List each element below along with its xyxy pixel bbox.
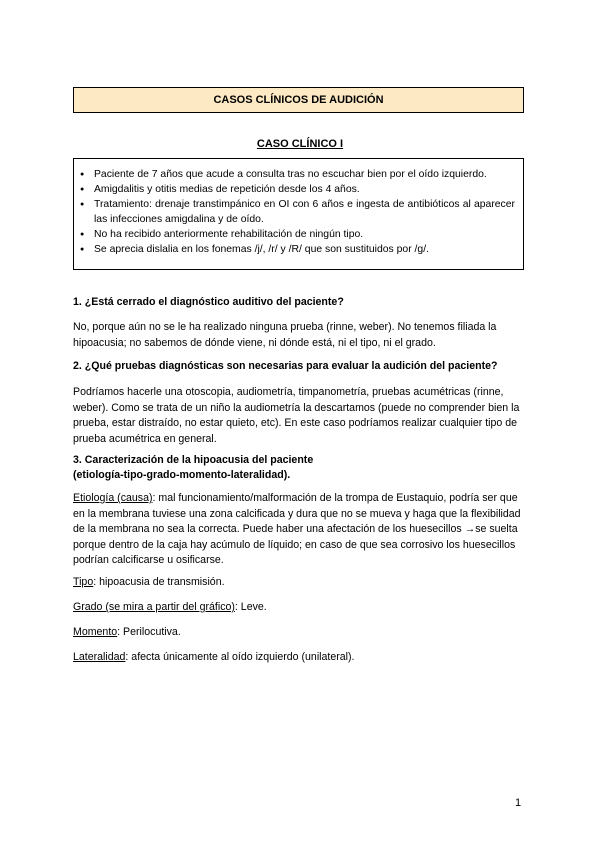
list-item: ● Se aprecia dislalia en los fonemas /j/, /r/ y /R/ que son sustituidos por /g/. [80,242,515,257]
document-title: CASOS CLÍNICOS DE AUDICIÓN [213,94,384,106]
grado-label: Grado (se mira a partir del gráfico) [73,601,235,613]
case-summary-box [73,158,524,270]
list-item: ● Tratamiento: drenaje transtimpánico en OI con 6 años e ingesta de antibióticos al aparecer las infecciones amigdalina y de oído. [80,197,515,227]
question-3 [73,453,524,483]
grado-paragraph [73,600,524,616]
list-item: ● Amigdalitis y otitis medias de repetición desde los 4 años. [80,182,515,197]
lateralidad-paragraph [73,650,524,666]
momento-paragraph [73,625,524,641]
etiologia-text: : mal funcionamiento/malformación de la trompa de Eustaquio, podría ser que en la membrana tuviese una zona calcificada y dura que no se mueva y haga que la flexibilidad de la membrana no sea la correcta. Puede haber una afectación de los huesecillos →se suelta porque dentro de la caja hay acúmulo de líquido; en caso de que sea corrosivo los huesecillos podrían calcificarse u osificarse. [73,492,521,566]
question-1: 1. ¿Está cerrado el diagnóstico auditivo del paciente? [73,296,344,308]
grado-text: : Leve. [234,601,267,613]
answer-2: Podríamos hacerle una otoscopia, audiometría, timpanometría, pruebas acumétricas (rinne, weber). Como se trata de un niño la audiometría la descartamos (puede no comprender bien la prueba, estar distraído, no estar quieto, etc). En este caso podríamos realizar cualquier tipo de prueba acumétrica en general. [73,386,520,445]
answer-1: No, porque aún no se le ha realizado ninguna prueba (rinne, weber). No tenemos filiada la hipoacusia; no sabemos de dónde viene, ni dónde está, ni el tipo, ni el grado. [73,321,497,349]
page-number: 1 [515,797,522,809]
tipo-paragraph [73,575,524,591]
list-item: ● Paciente de 7 años que acude a consulta tras no escuchar bien por el oído izquierdo. [80,167,515,182]
momento-text: : Perilocutiva. [117,626,181,638]
document-title-box [73,87,524,113]
question-2: 2. ¿Qué pruebas diagnósticas son necesarias para evaluar la audición del paciente? [73,360,498,372]
tipo-label: Tipo [73,576,94,588]
tipo-text: : hipoacusia de transmisión. [93,576,225,588]
lateralidad-label: Lateralidad [73,651,126,663]
question-3-line-2: (etiología-tipo-grado-momento-lateralidad). [73,469,291,481]
case-title: CASO CLÍNICO I [256,138,344,150]
list-item: ● No ha recibido anteriormente rehabilitación de ningún tipo. [80,227,515,242]
etiologia-paragraph [73,491,524,569]
lateralidad-text: : afecta únicamente al oído izquierdo (unilateral). [125,651,355,663]
momento-label: Momento [73,626,118,638]
case-summary-list [80,167,515,257]
etiologia-label: Etiología (causa) [73,492,153,504]
question-3-line-1: 3. Caracterización de la hipoacusia del paciente [73,454,314,466]
